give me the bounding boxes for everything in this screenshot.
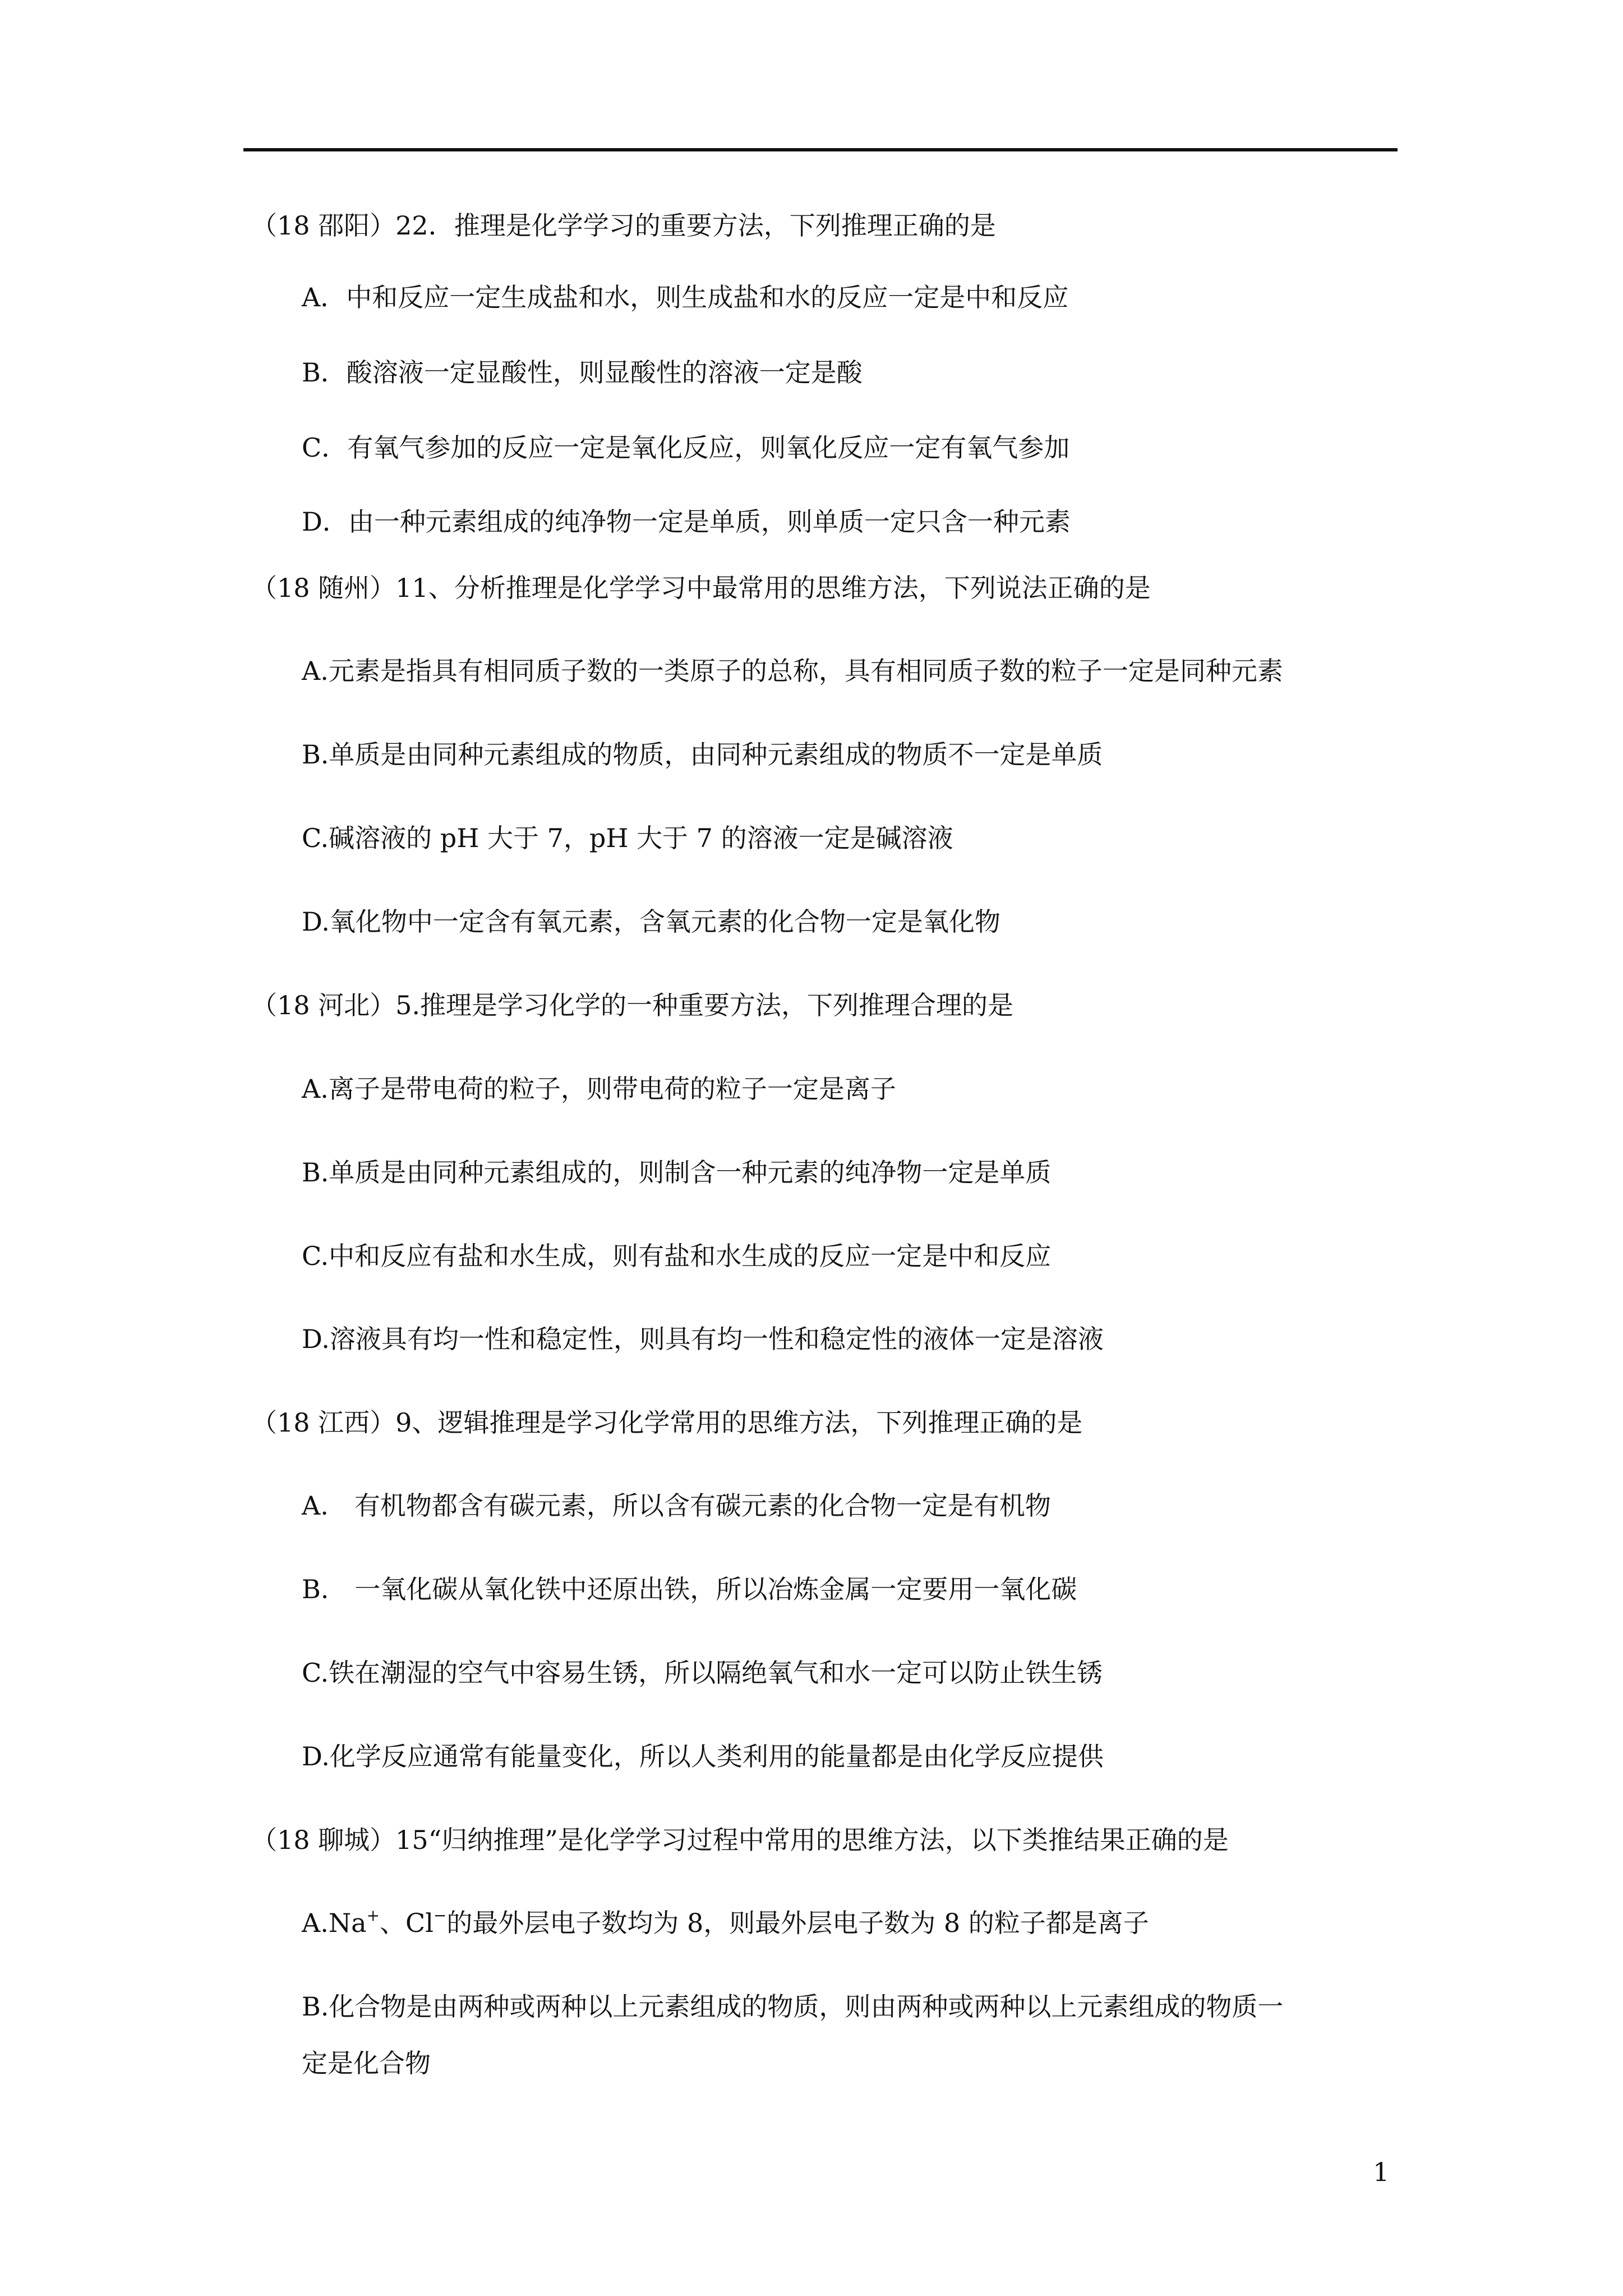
- question-3-option-d: D.溶液具有均一性和稳定性，则具有均一性和稳定性的液体一定是溶液: [302, 1324, 1104, 1354]
- question-2-option-d: D.氧化物中一定含有氧元素，含氧元素的化合物一定是氧化物: [302, 907, 1000, 937]
- question-5-option-a: [302, 1906, 1149, 1940]
- question-1-option-d: D．由一种元素组成的纯净物一定是单质，则单质一定只含一种元素: [302, 507, 1071, 537]
- question-4-option-d: D.化学反应通常有能量变化，所以人类利用的能量都是由化学反应提供: [302, 1741, 1104, 1772]
- chlorine-charge: −: [433, 1906, 447, 1925]
- option-a-text: 的最外层电子数均为 8，则最外层电子数为 8 的粒子都是离子: [446, 1908, 1149, 1938]
- header-rule: [243, 148, 1398, 151]
- question-3-option-c: C.中和反应有盐和水生成，则有盐和水生成的反应一定是中和反应: [302, 1241, 1052, 1271]
- sodium-symbol: Na: [328, 1908, 367, 1938]
- question-1-option-a: A．中和反应一定生成盐和水，则生成盐和水的反应一定是中和反应: [302, 282, 1069, 312]
- question-3-option-a: A.离子是带电荷的粒子，则带电荷的粒子一定是离子: [302, 1074, 896, 1104]
- question-4-option-a: A. 有机物都含有碳元素，所以含有碳元素的化合物一定是有机物: [302, 1490, 1051, 1521]
- question-2-option-a: A.元素是指具有相同质子数的一类原子的总称，具有相同质子数的粒子一定是同种元素: [302, 656, 1283, 686]
- separator: 、: [380, 1908, 405, 1938]
- question-2-stem: （18 随州）11、分析推理是化学学习中最常用的思维方法，下列说法正确的是: [251, 573, 1151, 603]
- question-3-stem: （18 河北）5.推理是学习化学的一种重要方法，下列推理合理的是: [251, 990, 1014, 1020]
- question-1-option-c: C．有氧气参加的反应一定是氧化反应，则氧化反应一定有氧气参加: [302, 432, 1070, 463]
- question-5-option-b-line-1: B.化合物是由两种或两种以上元素组成的物质，则由两种或两种以上元素组成的物质一: [302, 1991, 1284, 2022]
- chlorine-symbol: Cl: [405, 1908, 434, 1938]
- question-5-option-b-line-2: 定是化合物: [302, 2048, 431, 2078]
- question-1-stem: （18 邵阳）22．推理是化学学习的重要方法，下列推理正确的是: [251, 210, 996, 241]
- question-2-option-c: C.碱溶液的 pH 大于 7，pH 大于 7 的溶液一定是碱溶液: [302, 823, 953, 853]
- page-number: 1: [1373, 2157, 1390, 2187]
- question-1-option-b: B．酸溶液一定显酸性，则显酸性的溶液一定是酸: [302, 357, 863, 388]
- question-2-option-b: B.单质是由同种元素组成的物质，由同种元素组成的物质不一定是单质: [302, 739, 1103, 770]
- question-5-stem: （18 聊城）15“归纳推理”是化学学习过程中常用的思维方法，以下类推结果正确的是: [251, 1825, 1229, 1855]
- question-4-stem: （18 江西）9、逻辑推理是学习化学常用的思维方法，下列推理正确的是: [251, 1407, 1083, 1438]
- sodium-charge: +: [366, 1906, 380, 1925]
- option-a-label: A.: [302, 1908, 329, 1938]
- question-4-option-c: C.铁在潮湿的空气中容易生锈，所以隔绝氧气和水一定可以防止铁生锈: [302, 1658, 1103, 1688]
- question-4-option-b: B. 一氧化碳从氧化铁中还原出铁，所以冶炼金属一定要用一氧化碳: [302, 1574, 1077, 1604]
- question-3-option-b: B.单质是由同种元素组成的，则制含一种元素的纯净物一定是单质: [302, 1157, 1052, 1188]
